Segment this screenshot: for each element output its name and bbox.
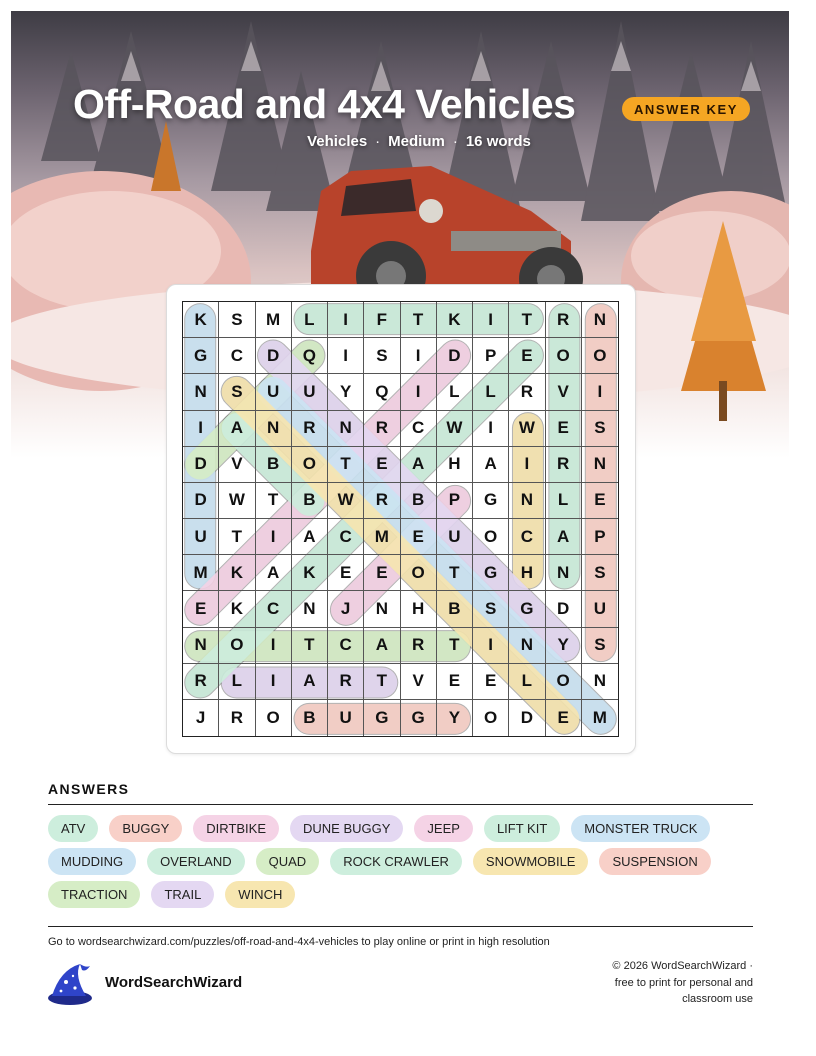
- grid-cell: I: [473, 628, 509, 664]
- answer-pill: QUAD: [256, 848, 320, 875]
- grid-cell: T: [292, 628, 328, 664]
- grid-cell: U: [292, 374, 328, 410]
- answer-pill: LIFT KIT: [484, 815, 560, 842]
- grid-cell: I: [473, 411, 509, 447]
- grid-cell: N: [183, 374, 219, 410]
- grid-cell: D: [546, 591, 582, 627]
- grid-cell: M: [592, 707, 607, 727]
- grid-cell: G: [473, 483, 509, 519]
- grid-cell: C: [401, 411, 437, 447]
- separator-dot: ·: [452, 133, 458, 150]
- grid-cell: J: [183, 700, 219, 736]
- grid-cell: N: [364, 591, 400, 627]
- grid-cell: D: [256, 338, 292, 374]
- grid-cell: U: [183, 519, 219, 555]
- grid-cell: A: [219, 411, 255, 447]
- answer-pill: DIRTBIKE: [193, 815, 279, 842]
- grid-cell: N: [582, 302, 618, 338]
- grid-cell: L: [292, 302, 328, 338]
- puzzle-meta: [11, 133, 789, 150]
- grid-cell: V: [401, 664, 437, 700]
- grid-cell: S: [582, 628, 618, 664]
- grid-cell: R: [546, 447, 582, 483]
- answer-pill: BUGGY: [109, 815, 182, 842]
- grid-cell: R: [328, 664, 364, 700]
- grid-cell: O: [401, 555, 437, 591]
- grid-cell: D: [183, 447, 219, 483]
- grid-cell: U: [328, 700, 364, 736]
- grid-cell: G: [401, 700, 437, 736]
- grid-cell: I: [509, 447, 545, 483]
- grid-cell: Y: [437, 700, 473, 736]
- grid-cell: E: [401, 519, 437, 555]
- grid-cell: L: [219, 664, 255, 700]
- grid-cell: T: [437, 555, 473, 591]
- grid-cell: I: [401, 374, 437, 410]
- letter-grid: [182, 301, 619, 737]
- grid-cell: L: [437, 374, 473, 410]
- grid-cell: C: [509, 519, 545, 555]
- grid-cell: N: [256, 411, 292, 447]
- grid-cell: J: [328, 591, 364, 627]
- divider: [48, 926, 753, 927]
- grid-cell: N: [328, 411, 364, 447]
- grid-cell: N: [509, 628, 545, 664]
- grid-cell: G: [509, 591, 545, 627]
- grid-cell: T: [509, 302, 545, 338]
- grid-cell: N: [582, 447, 618, 483]
- grid-cell: W: [219, 483, 255, 519]
- grid-cell: S: [219, 374, 255, 410]
- grid-cell: H: [437, 447, 473, 483]
- grid-cell: A: [292, 664, 328, 700]
- grid-cell: O: [473, 519, 509, 555]
- grid-cell: A: [473, 447, 509, 483]
- grid-cell: T: [219, 519, 255, 555]
- answer-pill: ATV: [48, 815, 98, 842]
- grid-cell: R: [219, 700, 255, 736]
- grid-cell: A: [256, 555, 292, 591]
- grid-cell: C: [328, 628, 364, 664]
- grid-cell: N: [582, 664, 618, 700]
- grid-cell: L: [473, 374, 509, 410]
- grid-cell: G: [364, 700, 400, 736]
- page-title: Off-Road and 4x4 Vehicles: [73, 81, 576, 127]
- grid-cell: T: [256, 483, 292, 519]
- grid-cell: R: [546, 302, 582, 338]
- brand-name: WordSearchWizard: [105, 974, 243, 991]
- answer-pill: TRACTION: [48, 881, 140, 908]
- grid-cell: I: [582, 374, 618, 410]
- grid-cell: E: [328, 555, 364, 591]
- grid-cell: N: [546, 555, 582, 591]
- grid-cell: H: [401, 591, 437, 627]
- copyright-notice: [560, 958, 753, 1008]
- answer-pill: TRAIL: [151, 881, 214, 908]
- grid-cell: R: [401, 628, 437, 664]
- grid-cell: B: [292, 700, 328, 736]
- word-count-label: 16 words: [465, 133, 531, 150]
- grid-cell: S: [473, 591, 509, 627]
- grid-cell: I: [328, 302, 364, 338]
- grid-cell: T: [364, 664, 400, 700]
- grid-cell: T: [437, 628, 473, 664]
- grid-cell: E: [546, 411, 582, 447]
- grid-cell: R: [292, 411, 328, 447]
- grid-cell: S: [364, 338, 400, 374]
- grid-cell: K: [219, 591, 255, 627]
- grid-cell: Y: [546, 628, 582, 664]
- grid-cell: O: [546, 664, 582, 700]
- grid-cell: B: [401, 483, 437, 519]
- answer-pill: SNOWMOBILE: [473, 848, 589, 875]
- grid-cell: M: [364, 519, 400, 555]
- grid-cell: Y: [328, 374, 364, 410]
- grid-cell: H: [509, 555, 545, 591]
- grid-cell: O: [292, 447, 328, 483]
- copyright-line: © 2026 WordSearchWizard ·: [612, 960, 753, 972]
- answer-key-badge: ANSWER KEY: [622, 97, 750, 121]
- grid-cell: R: [509, 374, 545, 410]
- grid-cell: R: [183, 664, 219, 700]
- grid-cell: Q: [292, 338, 328, 374]
- grid-cell: L: [546, 483, 582, 519]
- grid-cell: C: [219, 338, 255, 374]
- grid-cell: E: [437, 664, 473, 700]
- difficulty-label: Medium: [388, 133, 445, 150]
- grid-cell: W: [437, 411, 473, 447]
- grid-cell: N: [292, 591, 328, 627]
- grid-cell: A: [401, 447, 437, 483]
- answer-list: [48, 815, 768, 908]
- grid-cell: N: [509, 483, 545, 519]
- grid-cell: B: [256, 447, 292, 483]
- answer-pill: ROCK CRAWLER: [330, 848, 462, 875]
- grid-cell: M: [256, 302, 292, 338]
- grid-cell: E: [582, 483, 618, 519]
- grid-cell: V: [546, 374, 582, 410]
- grid-cell: S: [582, 411, 618, 447]
- grid-cell: I: [183, 411, 219, 447]
- answers-heading: ANSWERS: [48, 781, 130, 797]
- grid-cell: I: [256, 519, 292, 555]
- grid-cell: O: [256, 700, 292, 736]
- copyright-line: classroom use: [682, 993, 753, 1005]
- grid-cell: A: [292, 519, 328, 555]
- grid-cell: O: [473, 700, 509, 736]
- grid-cell: U: [437, 519, 473, 555]
- grid-cell: P: [473, 338, 509, 374]
- grid-cell: F: [364, 302, 400, 338]
- grid-cell: K: [437, 302, 473, 338]
- grid-cell: I: [401, 338, 437, 374]
- grid-cell: E: [364, 447, 400, 483]
- separator-dot: ·: [375, 133, 381, 150]
- grid-cell: O: [582, 338, 618, 374]
- grid-cell: O: [546, 338, 582, 374]
- grid-cell: E: [364, 555, 400, 591]
- grid-cell: S: [582, 555, 618, 591]
- grid-cell: U: [256, 374, 292, 410]
- grid-cell: W: [328, 483, 364, 519]
- grid-cell: E: [509, 338, 545, 374]
- grid-cell: E: [473, 664, 509, 700]
- grid-cell: P: [437, 483, 473, 519]
- category-label: Vehicles: [307, 133, 368, 150]
- grid-cell: I: [473, 302, 509, 338]
- grid-cell: D: [509, 700, 545, 736]
- grid-cell: I: [256, 664, 292, 700]
- grid-cell: A: [364, 628, 400, 664]
- grid-cell: M: [183, 555, 219, 591]
- grid-cell: B: [292, 483, 328, 519]
- answer-pill: WINCH: [225, 881, 295, 908]
- footer-url-text: Go to wordsearchwizard.com/puzzles/off-road-and-4x4-vehicles to play online or print in high resolution: [48, 936, 550, 948]
- grid-cell: B: [437, 591, 473, 627]
- grid-cell: T: [401, 302, 437, 338]
- grid-cell: C: [328, 519, 364, 555]
- grid-cell: S: [219, 302, 255, 338]
- answer-pill: MUDDING: [48, 848, 136, 875]
- grid-cell: I: [328, 338, 364, 374]
- grid-cell: D: [437, 338, 473, 374]
- grid-cell: R: [364, 483, 400, 519]
- grid-cell: I: [256, 628, 292, 664]
- grid-cell: G: [183, 338, 219, 374]
- grid-cell: N: [183, 628, 219, 664]
- answer-pill: OVERLAND: [147, 848, 245, 875]
- grid-cell: Q: [364, 374, 400, 410]
- grid-cell: L: [509, 664, 545, 700]
- grid-cell: O: [219, 628, 255, 664]
- grid-cell: U: [582, 591, 618, 627]
- answer-pill: DUNE BUGGY: [290, 815, 403, 842]
- grid-cell: T: [328, 447, 364, 483]
- grid-cell: D: [183, 483, 219, 519]
- divider: [48, 804, 753, 805]
- grid-cell: V: [219, 447, 255, 483]
- grid-cell: K: [219, 555, 255, 591]
- copyright-line: free to print for personal and: [614, 976, 753, 989]
- grid-cell: C: [256, 591, 292, 627]
- wizard-hat-icon: [46, 962, 94, 1006]
- grid-cell: W: [509, 411, 545, 447]
- grid-cell: P: [582, 519, 618, 555]
- grid-cell: A: [546, 519, 582, 555]
- grid-cell: K: [183, 302, 219, 338]
- answer-pill: MONSTER TRUCK: [571, 815, 710, 842]
- answer-pill: SUSPENSION: [599, 848, 710, 875]
- grid-cell: R: [364, 411, 400, 447]
- grid-cell: G: [473, 555, 509, 591]
- grid-cell: E: [546, 700, 582, 736]
- puzzle-grid-card: [166, 284, 636, 754]
- answer-pill: JEEP: [414, 815, 473, 842]
- grid-cell: K: [292, 555, 328, 591]
- grid-cell: E: [183, 591, 219, 627]
